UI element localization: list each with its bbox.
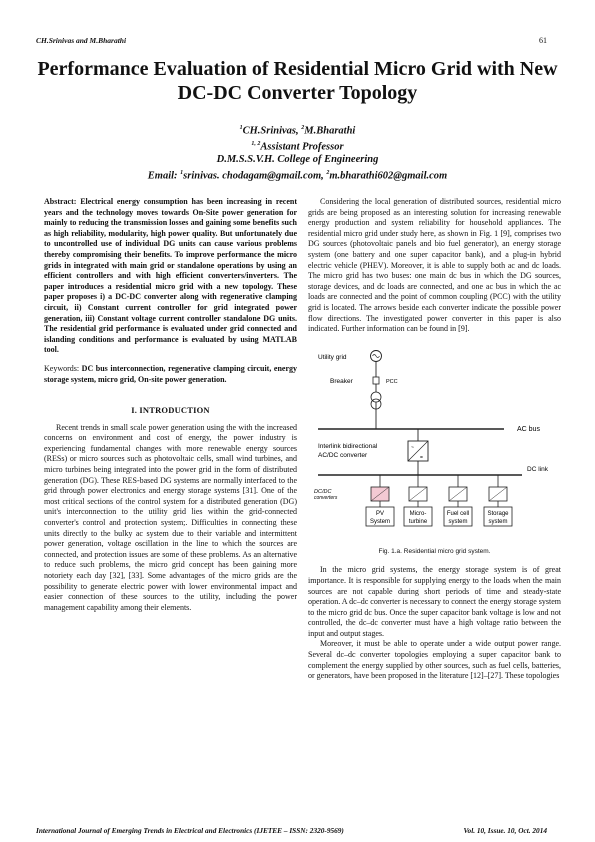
unit-storage-line2: system [488, 518, 508, 525]
label-ac-bus: AC bus [517, 425, 540, 433]
keywords-label: Keywords: [44, 363, 82, 373]
intro-paragraph: Recent trends in small scale power generation using the with the increased concerns on environment and cost of energy, the power industry is experiencing fundamental changes with more renewable energy sources (RESs) or micro sources such as photovoltaic cells, small wind turbines, and micro turbines being integrated into the power grid in the form of distributed generation (DG). These RES-based DG systems are normally interfaced to the grid through power electronics and energy storage systems [31]. One of the most critical sections of the control system for a distributed generation (DG) unit's interconnection to the utility grid lies within the grid-connected converter's control and protection system;. Difficulties in connecting these units directly to the bulky ac system due to their variable and intermittent power generation, voltage oscillation in the line to which the sources are connected, and protection issues are some of these problems. As an alternative to reduce such problems, the micro grid concept has been gaining more notoriety each day [32], [33]. Some advantages of the micro grids are the possibility to generate electric power with lower environmental impact and easier connection of these sources to the utility, including the power management capability among their elements. [44, 422, 297, 612]
label-utility-grid: Utility grid [318, 353, 347, 361]
author-block [30, 122, 565, 183]
section-heading-introduction: I. INTRODUCTION [131, 405, 210, 416]
label-interlink-1: Interlink bidirectional [318, 442, 378, 450]
author-college: D.M.S.S.V.H. College of Engineering [216, 154, 379, 165]
label-interlink-2: AC/DC converter [318, 451, 368, 459]
author1-name: CH.Srinivas, [242, 125, 302, 137]
body-paragraph-2: In the micro grid systems, the energy storage system is of great importance. It is responsible for supplying energy to the loads when the main sources are not capable during short periods of time and steady-state operation. A dc–dc converter is necessary to connect the energy storage system to the micro grid dc bus. Once the super capacitor bank voltage is low and not controlled, the dc–dc converter must have a high voltage ratio between the input and output stages. [308, 565, 561, 638]
interlink-dc-symbol-icon: = [420, 454, 423, 461]
figure-microgrid [308, 345, 561, 545]
left-column [44, 197, 297, 613]
breaker-icon [373, 377, 379, 384]
footer-journal: International Journal of Emerging Trends in Electrical and Electronics (IJETEE – ISSN: 2320-9569) [36, 826, 344, 835]
abstract-paragraph: Abstract: Electrical energy consumption has been increasing in recent years and the technology moves towards On-Site power generation for mainly to reducing the transmission losses and gaining some benefits such as high reliability, modularity, high power quality. But unfortunately due to uncontrolled use of individual DG units can cause various problems thereby compromising their benefits. To improve performance the micro grids in integrated with main grid or standalone operations by using an efficient controllers and with high efficient converters/inverters. The paper introduces a residential micro grid with a new topology. These paper proposes i) a DC-DC converter along with regenerative clamping circuit, ii) Constant current controller for grid integrated power generation, iii) Constant voltage current controller standalone DG units. The residential grid performance is evaluated under grid connected and islanding conditions and performance is evaluated by using MATLAB tool. [44, 197, 297, 355]
paper-title: Performance Evaluation of Residential Micro Grid with New DC-DC Converter Topology [37, 58, 558, 104]
unit-storage-line1: Storage [487, 510, 509, 517]
label-dcdc-2: converters [314, 494, 338, 501]
author2-superscript: 2 [301, 125, 305, 131]
label-dc-link: DC link [527, 465, 548, 473]
email1-superscript: 1 [180, 169, 184, 176]
email1-text: srinivas. chodagam@gmail.com, [183, 170, 327, 181]
label-breaker: Breaker [330, 377, 353, 385]
figure-caption: Fig. 1.a. Residential micro grid system. [378, 547, 491, 555]
interlink-ac-symbol-icon: ~ [411, 444, 414, 451]
email2-text: m.bharathi602@gmail.com [329, 170, 448, 181]
body-paragraph-1: Considering the local generation of distributed sources, residential micro grids are being proposed as an interesting solution for increasing renewable energy production and system reliability for household appliances. The residential micro grid under study here, as shown in Fig. 1 [9], comprises two DG sources (photovoltaic panels and bio fuel generator), an energy storage system (one battery and one super capacitor bank), and a plug-in hybrid electric vehicle (PHEV). Moreover, it is able to supply both ac and dc loads. The micro grid has two buses: one main dc bus in which the DG sources, storage devices, and dc loads are connected, and one ac bus in which the ac loads are connected and the point of common coupling (PCC) with the utility grid is located. The arrows beside each converter indicate the possible power flow directions. The investigated power converter in this paper is also indicated. Further information can be found in [9]. [308, 197, 561, 334]
keywords-paragraph [44, 364, 297, 385]
keywords-text: DC bus interconnection, regenerative clamping circuit, energy storage system, micro grid, On-site power generation. [44, 363, 298, 384]
unit-pv-line2: System [369, 518, 391, 525]
position-superscript: 1, 2 [251, 141, 261, 147]
page-number: 61 [539, 36, 547, 45]
unit-microturbine-line2: turbine [408, 518, 428, 525]
email-prefix: Email: [147, 170, 181, 181]
right-column [308, 197, 561, 682]
author1-superscript: 1 [239, 125, 243, 131]
unit-pv-line1: PV [375, 510, 385, 517]
unit-fuelcell-line1: Fuel cell [446, 510, 470, 517]
body-paragraph-3: Moreover, it must be able to operate under a wide output power range. Several dc–dc converter topologies employing a super capacitor bank to complement the energy supplied by other sources, such as fuel cells, batteries, or generators, have been proposed in the literature [12]–[27]. These topologies [308, 639, 561, 681]
label-pcc: PCC [386, 378, 398, 385]
author-names [30, 122, 565, 138]
running-header-authors: CH.Srinivas and M.Bharathi [36, 36, 127, 45]
position-text: Assistant Professor [260, 141, 344, 153]
email2-superscript: 2 [326, 169, 330, 176]
unit-microturbine-line1: Micro- [409, 510, 427, 517]
unit-fuelcell-line2: system [448, 518, 468, 525]
author-position [30, 138, 565, 154]
author-emails [30, 167, 565, 183]
footer-volume: Vol. 10, Issue. 10, Oct. 2014 [463, 826, 547, 835]
author2-name: M.Bharathi [304, 125, 356, 137]
microgrid-diagram [308, 345, 561, 545]
label-dcdc-1: DC/DC [314, 488, 332, 495]
